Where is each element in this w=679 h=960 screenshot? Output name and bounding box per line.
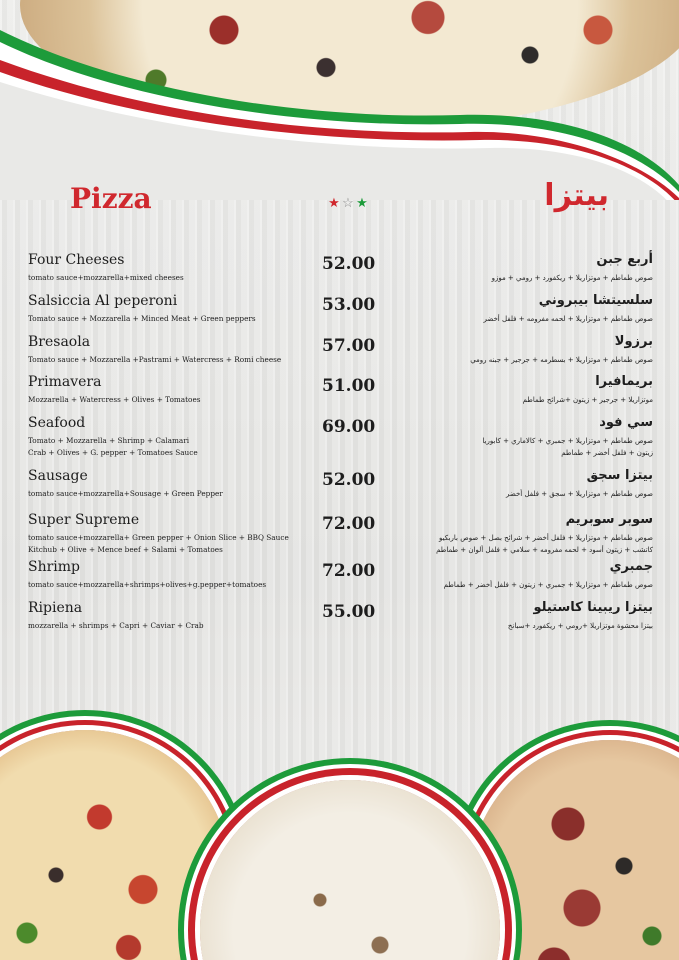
- item-name-en: Salsiccia Al peperoni: [28, 293, 178, 309]
- red-star-icon: ★: [328, 196, 340, 211]
- item-name-en: Sausage: [28, 468, 88, 484]
- italian-flag-wave: [0, 0, 679, 200]
- item-price: 52.00: [322, 254, 376, 274]
- page-title-arabic: بيتزا: [544, 178, 609, 213]
- item-name-ar: سوبر سوبريم: [565, 512, 653, 527]
- item-desc-ar: صوص طماطم + موتزاريلا + جمبري + كالاماري + كابوريا زيتون + فلفل أخضر + طماطم: [482, 437, 653, 457]
- item-desc-ar: صوص طماطم + موتزاريلا + لحمه مفرومه + فلفل أخضر: [483, 315, 653, 323]
- item-desc-en: Mozzarella + Watercress + Olives + Tomatoes: [28, 395, 201, 404]
- item-desc-ar: موتزاريلا + جرجير + زيتون +شرائح طماطم: [522, 396, 653, 404]
- rating-stars: [327, 192, 371, 211]
- item-name-en: Shrimp: [28, 559, 81, 575]
- item-name-ar: أربع جبن: [596, 252, 653, 267]
- item-price: 53.00: [322, 295, 376, 315]
- item-name-en: Bresaola: [28, 334, 91, 350]
- white-star-icon: ☆: [342, 196, 354, 211]
- item-name-en: Seafood: [28, 415, 86, 431]
- item-name-ar: بريمافيرا: [595, 374, 653, 389]
- item-price: 52.00: [322, 470, 376, 490]
- item-price: 72.00: [322, 561, 376, 581]
- pizza-photo-right: [470, 740, 679, 960]
- item-desc-en: Tomato sauce + Mozzarella +Pastrami + Watercress + Romi cheese: [28, 355, 282, 364]
- item-desc-ar: صوص طماطم + موتزاريلا + سجق + فلفل أخضر: [506, 490, 653, 498]
- item-name-en: Ripiena: [28, 600, 83, 616]
- item-desc-ar: بيتزا محشوة موتزاريلا +رومي + ريكفورد +سبانخ: [507, 622, 653, 630]
- item-desc-en: Tomato + Mozzarella + Shrimp + Calamari Crab + Olives + G. pepper + Tomatoes Sauce: [28, 436, 198, 457]
- item-name-ar: بيتزا سجق: [586, 468, 653, 483]
- page-title-english: Pizza: [70, 182, 152, 215]
- item-name-ar: برزولا: [614, 334, 653, 349]
- item-price: 69.00: [322, 417, 376, 437]
- item-name-ar: بيتزا ريبينا كاستيلو: [533, 600, 653, 615]
- item-desc-en: tomato sauce+mozzarella+shrimps+olives+g.pepper+tomatoes: [28, 580, 267, 589]
- item-name-ar: جمبري: [609, 559, 653, 574]
- pizza-photo-center: [200, 780, 500, 960]
- item-price: 51.00: [322, 376, 376, 396]
- item-desc-en: tomato sauce+mozzarella+ Green pepper + Onion Slice + BBQ Sauce Kitchub + Olive + Mence beef + Salami + Tomatoes: [28, 533, 289, 554]
- pizza-photo-left: [0, 730, 230, 960]
- item-desc-ar: صوص طماطم + موتزاريلا + ريكفورد + رومي + موزو: [491, 274, 653, 282]
- item-name-en: Four Cheeses: [28, 252, 125, 268]
- item-name-en: Primavera: [28, 374, 102, 390]
- item-name-ar: سي فود: [599, 415, 653, 430]
- item-desc-en: Tomato sauce + Mozzarella + Minced Meat + Green peppers: [28, 314, 256, 323]
- item-price: 55.00: [322, 602, 376, 622]
- item-desc-ar: صوص طماطم + موتزاريلا + فلفل أخضر + شرائح بصل + صوص باربكيو كاتشب + زيتون أسود + لحمه مفرومه + سلامي + فلفل ألوان + طماطم: [436, 534, 653, 554]
- item-desc-en: mozzarella + shrimps + Capri + Caviar + Crab: [28, 621, 204, 630]
- item-desc-en: tomato sauce+mozzarella+mixed cheeses: [28, 273, 184, 282]
- item-desc-en: tomato sauce+mozzarella+Sousage + Green Pepper: [28, 489, 223, 498]
- item-desc-ar: صوص طماطم + موتزاريلا + جمبري + زيتون + فلفل أخضر + طماطم: [443, 581, 653, 589]
- bottom-pizza-photos: [0, 700, 679, 960]
- item-name-ar: سلسيتشا بيبروني: [538, 293, 653, 308]
- item-desc-ar: صوص طماطم + موتزاريلا + بسطرمه + جرجير + جبنه رومي: [470, 356, 653, 364]
- item-price: 57.00: [322, 336, 376, 356]
- item-price: 72.00: [322, 514, 376, 534]
- item-name-en: Super Supreme: [28, 512, 140, 528]
- green-star-icon: ★: [356, 196, 368, 211]
